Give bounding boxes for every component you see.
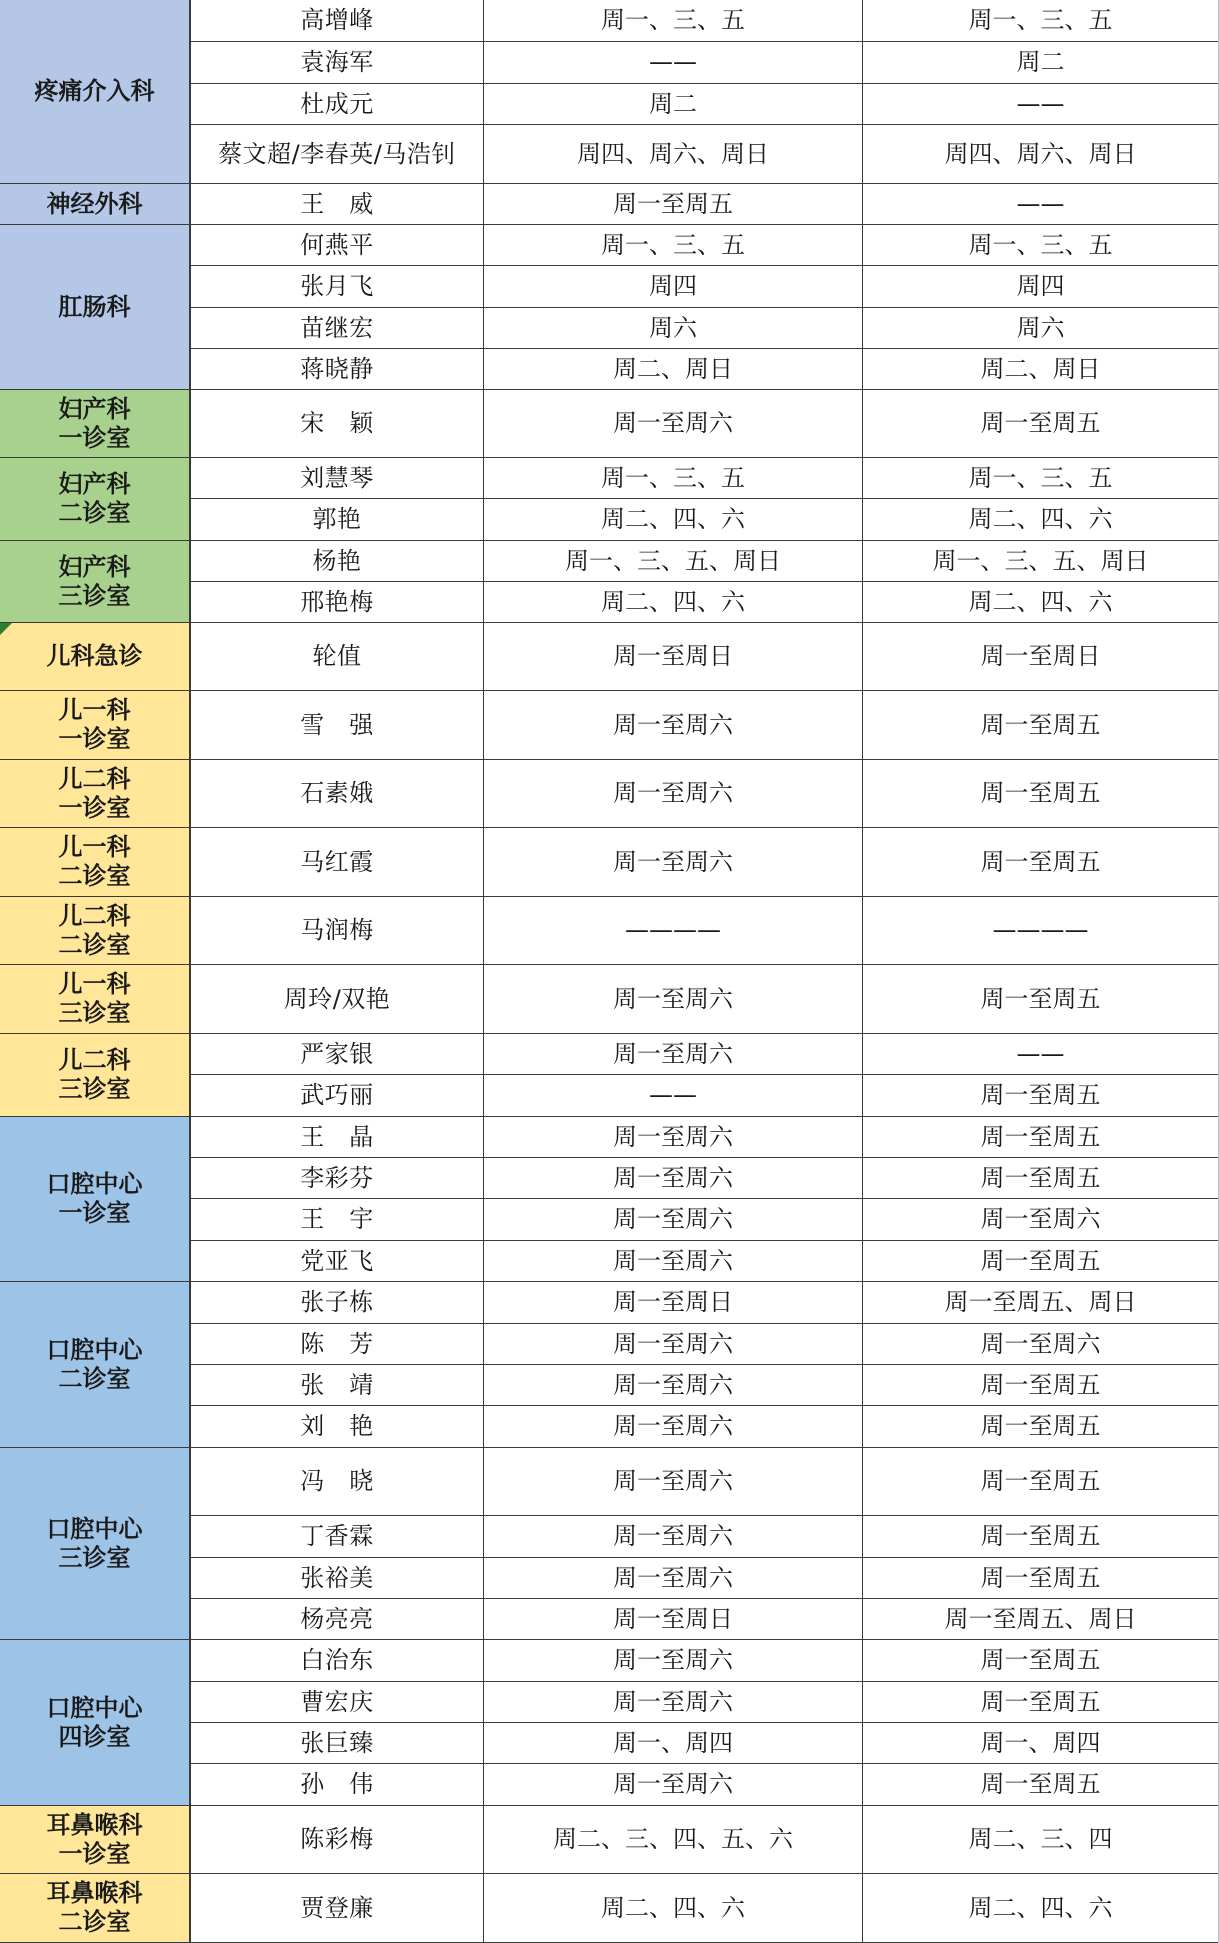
afternoon-schedule-cell[interactable] xyxy=(863,1516,1219,1558)
doctor-name-text: 张子栋 xyxy=(300,1288,374,1316)
morning-schedule-cell[interactable] xyxy=(484,1324,863,1365)
afternoon-schedule-text: 周一至周五、周日 xyxy=(944,1288,1137,1316)
morning-schedule-text: 周二、周日 xyxy=(613,354,733,383)
doctor-name-cell[interactable] xyxy=(191,1764,484,1806)
morning-schedule-cell[interactable] xyxy=(484,1241,863,1282)
morning-schedule-cell[interactable] xyxy=(484,1874,863,1943)
morning-schedule-cell[interactable] xyxy=(484,1406,863,1448)
morning-schedule-cell[interactable] xyxy=(484,1764,863,1806)
morning-schedule-cell[interactable] xyxy=(484,1075,863,1117)
afternoon-schedule-text: 周四、周六、周日 xyxy=(944,139,1137,168)
afternoon-schedule-cell[interactable] xyxy=(863,1806,1219,1874)
department-cell[interactable] xyxy=(0,1282,191,1448)
afternoon-schedule-cell[interactable] xyxy=(863,828,1219,897)
doctor-name-cell[interactable] xyxy=(191,1640,484,1682)
doctor-name-cell[interactable] xyxy=(191,308,484,349)
afternoon-schedule-text: 周一至周日 xyxy=(980,642,1101,670)
morning-schedule-text: 周一至周六 xyxy=(613,1329,733,1358)
morning-schedule-cell[interactable] xyxy=(484,541,863,582)
afternoon-schedule-text: 周一至周六 xyxy=(980,1205,1101,1233)
afternoon-schedule-cell[interactable] xyxy=(863,84,1219,125)
doctor-name-cell[interactable] xyxy=(191,897,484,965)
morning-schedule-text: 周六 xyxy=(649,313,697,342)
afternoon-schedule-cell[interactable] xyxy=(863,42,1219,84)
morning-schedule-text: 周一至周六 xyxy=(613,1522,733,1550)
afternoon-schedule-cell[interactable] xyxy=(863,691,1219,760)
morning-schedule-text: 周二、四、六 xyxy=(601,587,745,616)
afternoon-schedule-cell[interactable] xyxy=(863,1158,1219,1199)
doctor-name-cell[interactable] xyxy=(191,1199,484,1241)
doctor-name-text: 陈彩梅 xyxy=(300,1825,374,1853)
morning-schedule-cell[interactable] xyxy=(484,390,863,458)
doctor-name-cell[interactable] xyxy=(191,1874,484,1943)
morning-schedule-cell[interactable] xyxy=(484,84,863,125)
doctor-name-cell[interactable] xyxy=(191,1117,484,1158)
morning-schedule-cell[interactable] xyxy=(484,458,863,499)
morning-schedule-cell[interactable] xyxy=(484,184,863,225)
department-cell[interactable] xyxy=(0,1806,191,1874)
department-label: 儿一科 三诊室 xyxy=(58,970,131,1027)
doctor-name-cell[interactable] xyxy=(191,42,484,84)
afternoon-schedule-cell[interactable] xyxy=(863,225,1219,266)
afternoon-schedule-text: 周六 xyxy=(1016,313,1065,342)
doctor-name-text: 蒋晓静 xyxy=(300,354,374,383)
doctor-name-text: 何燕平 xyxy=(300,230,374,259)
doctor-name-text: 马润梅 xyxy=(300,916,374,944)
afternoon-schedule-cell[interactable] xyxy=(863,1282,1219,1324)
morning-schedule-text: 周一、三、五 xyxy=(601,463,745,492)
afternoon-schedule-text: 周一至周六 xyxy=(980,1329,1101,1358)
doctor-name-text: 刘 艳 xyxy=(300,1412,374,1440)
doctor-name-cell[interactable] xyxy=(191,499,484,541)
department-label: 口腔中心 三诊室 xyxy=(46,1514,143,1572)
doctor-name-cell[interactable] xyxy=(191,390,484,458)
afternoon-schedule-cell[interactable] xyxy=(863,1874,1219,1943)
doctor-name-cell[interactable] xyxy=(191,691,484,760)
department-label: 口腔中心 二诊室 xyxy=(46,1335,143,1393)
morning-schedule-cell[interactable] xyxy=(484,1723,863,1764)
doctor-name-text: 杨艳 xyxy=(312,546,362,575)
department-label: 口腔中心 四诊室 xyxy=(46,1693,143,1751)
afternoon-schedule-text: —— xyxy=(1016,1039,1065,1068)
morning-schedule-cell[interactable] xyxy=(484,691,863,760)
doctor-name-text: 王 晶 xyxy=(300,1122,374,1151)
afternoon-schedule-text: 周一至周五 xyxy=(980,847,1101,876)
afternoon-schedule-text: 周一、三、五、周日 xyxy=(932,546,1149,575)
doctor-name-text: 白治东 xyxy=(300,1646,374,1674)
doctor-name-text: 冯 晓 xyxy=(300,1467,374,1495)
doctor-name-text: 陈 芳 xyxy=(300,1329,374,1358)
afternoon-schedule-cell[interactable] xyxy=(863,0,1219,42)
department-label: 神经外科 xyxy=(46,189,143,218)
morning-schedule-cell[interactable] xyxy=(484,1199,863,1241)
morning-schedule-text: 周一至周六 xyxy=(613,984,733,1013)
morning-schedule-cell[interactable] xyxy=(484,897,863,965)
morning-schedule-text: 周一、三、五 xyxy=(601,6,745,34)
afternoon-schedule-text: 周一、三、五 xyxy=(968,463,1113,492)
afternoon-schedule-cell[interactable] xyxy=(863,1241,1219,1282)
doctor-name-text: 李彩芬 xyxy=(300,1163,374,1192)
afternoon-schedule-text: 周一、三、五 xyxy=(968,6,1113,34)
afternoon-schedule-text: 周一至周五 xyxy=(980,1687,1101,1716)
afternoon-schedule-text: —— xyxy=(1016,89,1065,118)
afternoon-schedule-text: 周二、三、四 xyxy=(968,1825,1113,1853)
afternoon-schedule-cell[interactable] xyxy=(863,266,1219,308)
morning-schedule-cell[interactable] xyxy=(484,499,863,541)
morning-schedule-cell[interactable] xyxy=(484,1282,863,1324)
morning-schedule-text: 周四、周六、周日 xyxy=(577,139,769,168)
department-label: 妇产科 二诊室 xyxy=(58,470,131,527)
morning-schedule-text: 周二、四、六 xyxy=(601,1893,745,1922)
afternoon-schedule-cell[interactable] xyxy=(863,458,1219,499)
afternoon-schedule-cell[interactable] xyxy=(863,1406,1219,1448)
morning-schedule-cell[interactable] xyxy=(484,0,863,42)
morning-schedule-text: 周一至周六 xyxy=(613,710,733,739)
department-cell[interactable] xyxy=(0,0,191,184)
doctor-name-cell[interactable] xyxy=(191,828,484,897)
doctor-name-cell[interactable] xyxy=(191,1406,484,1448)
doctor-name-cell[interactable] xyxy=(191,266,484,308)
doctor-name-text: 邢艳梅 xyxy=(300,587,374,616)
morning-schedule-cell[interactable] xyxy=(484,266,863,308)
department-cell[interactable] xyxy=(0,691,191,760)
afternoon-schedule-cell[interactable] xyxy=(863,965,1219,1034)
morning-schedule-cell[interactable] xyxy=(484,965,863,1034)
doctor-name-text: 张裕美 xyxy=(300,1563,374,1592)
doctor-name-cell[interactable] xyxy=(191,184,484,225)
morning-schedule-text: 周一至周六 xyxy=(613,1646,733,1674)
morning-schedule-text: 周一、三、五 xyxy=(601,230,745,259)
doctor-name-cell[interactable] xyxy=(191,0,484,42)
afternoon-schedule-cell[interactable] xyxy=(863,184,1219,225)
doctor-name-cell[interactable] xyxy=(191,1448,484,1516)
doctor-name-text: 马红霞 xyxy=(300,847,374,876)
afternoon-schedule-cell[interactable] xyxy=(863,1599,1219,1640)
morning-schedule-cell[interactable] xyxy=(484,828,863,897)
doctor-name-text: 石素娥 xyxy=(300,779,374,807)
afternoon-schedule-text: 周一至周五 xyxy=(980,1412,1101,1440)
morning-schedule-text: 周一至周日 xyxy=(613,642,733,670)
department-cell[interactable] xyxy=(0,390,191,458)
department-cell[interactable] xyxy=(0,897,191,965)
afternoon-schedule-cell[interactable] xyxy=(863,897,1219,965)
department-cell[interactable] xyxy=(0,623,191,691)
morning-schedule-cell[interactable] xyxy=(484,1448,863,1516)
department-cell[interactable] xyxy=(0,1448,191,1640)
morning-schedule-text: 周二 xyxy=(649,89,697,118)
morning-schedule-cell[interactable] xyxy=(484,1558,863,1599)
doctor-name-text: 雪 强 xyxy=(300,710,374,739)
afternoon-schedule-cell[interactable] xyxy=(863,760,1219,828)
morning-schedule-text: 周一至周五 xyxy=(613,189,733,218)
morning-schedule-text: 周一至周六 xyxy=(613,1122,733,1151)
doctor-name-text: 张月飞 xyxy=(300,272,374,300)
morning-schedule-cell[interactable] xyxy=(484,623,863,691)
afternoon-schedule-text: 周二、周日 xyxy=(980,354,1101,383)
afternoon-schedule-cell[interactable] xyxy=(863,349,1219,390)
department-label: 肛肠科 xyxy=(58,292,131,321)
department-cell[interactable] xyxy=(0,965,191,1034)
department-label: 儿一科 二诊室 xyxy=(58,833,131,890)
doctor-name-text: 贾登廉 xyxy=(300,1893,374,1922)
morning-schedule-cell[interactable] xyxy=(484,225,863,266)
doctor-name-cell[interactable] xyxy=(191,1075,484,1117)
afternoon-schedule-cell[interactable] xyxy=(863,582,1219,623)
morning-schedule-text: 周一至周六 xyxy=(613,779,733,807)
afternoon-schedule-text: 周一至周五 xyxy=(980,1163,1101,1192)
department-cell[interactable] xyxy=(0,1117,191,1282)
morning-schedule-text: 周一至周六 xyxy=(613,409,733,437)
morning-schedule-cell[interactable] xyxy=(484,1158,863,1199)
doctor-name-cell[interactable] xyxy=(191,1241,484,1282)
morning-schedule-cell[interactable] xyxy=(484,349,863,390)
afternoon-schedule-text: 周二、四、六 xyxy=(968,587,1113,616)
morning-schedule-text: 周一至周六 xyxy=(613,1163,733,1192)
department-label: 儿二科 一诊室 xyxy=(58,764,131,822)
morning-schedule-text: 周一至周六 xyxy=(613,847,733,876)
doctor-name-cell[interactable] xyxy=(191,84,484,125)
morning-schedule-text: 周一、三、五、周日 xyxy=(565,546,781,575)
morning-schedule-text: —— xyxy=(649,48,697,76)
afternoon-schedule-cell[interactable] xyxy=(863,1764,1219,1806)
afternoon-schedule-text: 周一至周五 xyxy=(980,779,1101,807)
afternoon-schedule-text: 周四 xyxy=(1016,272,1065,300)
doctor-name-text: 张 靖 xyxy=(300,1370,374,1399)
afternoon-schedule-cell[interactable] xyxy=(863,1075,1219,1117)
department-cell[interactable] xyxy=(0,458,191,541)
morning-schedule-cell[interactable] xyxy=(484,760,863,828)
afternoon-schedule-cell[interactable] xyxy=(863,1117,1219,1158)
morning-schedule-text: —— xyxy=(649,1081,697,1109)
morning-schedule-text: 周一至周六 xyxy=(613,1039,733,1068)
doctor-name-cell[interactable] xyxy=(191,1282,484,1324)
doctor-name-cell[interactable] xyxy=(191,225,484,266)
afternoon-schedule-text: 周一至周五 xyxy=(980,1563,1101,1592)
morning-schedule-cell[interactable] xyxy=(484,308,863,349)
afternoon-schedule-text: 周一至周五 xyxy=(980,1770,1101,1798)
afternoon-schedule-text: 周一至周五 xyxy=(980,984,1101,1013)
department-label: 妇产科 一诊室 xyxy=(58,394,131,452)
doctor-name-text: 张巨臻 xyxy=(300,1728,374,1757)
morning-schedule-text: 周一至周六 xyxy=(613,1412,733,1440)
doctor-name-cell[interactable] xyxy=(191,125,484,184)
morning-schedule-text: ———— xyxy=(625,916,721,944)
department-cell[interactable] xyxy=(0,760,191,828)
afternoon-schedule-text: 周一至周五 xyxy=(980,1122,1101,1151)
doctor-name-cell[interactable] xyxy=(191,623,484,691)
doctor-name-text: 周玲/双艳 xyxy=(283,984,391,1013)
department-cell[interactable] xyxy=(0,1640,191,1806)
afternoon-schedule-cell[interactable] xyxy=(863,1324,1219,1365)
doctor-name-text: 杜成元 xyxy=(300,89,374,118)
doctor-name-text: 孙 伟 xyxy=(300,1770,374,1798)
morning-schedule-cell[interactable] xyxy=(484,582,863,623)
afternoon-schedule-text: —— xyxy=(1016,189,1065,218)
department-cell[interactable] xyxy=(0,1874,191,1943)
doctor-name-text: 郭艳 xyxy=(312,505,362,533)
department-label: 妇产科 三诊室 xyxy=(58,552,131,610)
doctor-name-cell[interactable] xyxy=(191,1599,484,1640)
doctor-name-text: 苗继宏 xyxy=(300,313,374,342)
doctor-name-text: 刘慧琴 xyxy=(300,463,374,492)
doctor-name-cell[interactable] xyxy=(191,1516,484,1558)
doctor-name-text: 蔡文超/李春英/马浩钊 xyxy=(218,139,456,168)
afternoon-schedule-cell[interactable] xyxy=(863,1034,1219,1075)
afternoon-schedule-cell[interactable] xyxy=(863,1640,1219,1682)
afternoon-schedule-cell[interactable] xyxy=(863,1448,1219,1516)
afternoon-schedule-text: 周二 xyxy=(1016,48,1065,76)
doctor-name-text: 丁香霖 xyxy=(300,1522,374,1550)
department-cell[interactable] xyxy=(0,541,191,623)
doctor-name-cell[interactable] xyxy=(191,1682,484,1723)
doctor-name-text: 高增峰 xyxy=(300,6,374,34)
doctor-name-text: 武巧丽 xyxy=(300,1081,374,1109)
afternoon-schedule-text: 周一至周五 xyxy=(980,409,1101,437)
morning-schedule-text: 周二、四、六 xyxy=(601,505,745,533)
afternoon-schedule-text: 周一、周四 xyxy=(980,1728,1101,1757)
morning-schedule-cell[interactable] xyxy=(484,42,863,84)
doctor-name-text: 杨亮亮 xyxy=(300,1604,374,1633)
morning-schedule-text: 周一至周六 xyxy=(613,1687,733,1716)
morning-schedule-cell[interactable] xyxy=(484,1117,863,1158)
afternoon-schedule-cell[interactable] xyxy=(863,499,1219,541)
afternoon-schedule-cell[interactable] xyxy=(863,541,1219,582)
afternoon-schedule-text: 周一、三、五 xyxy=(968,230,1113,259)
doctor-name-text: 袁海军 xyxy=(300,48,374,76)
department-label: 儿一科 一诊室 xyxy=(58,696,131,753)
afternoon-schedule-cell[interactable] xyxy=(863,1365,1219,1406)
doctor-name-text: 宋 颖 xyxy=(300,409,374,437)
morning-schedule-cell[interactable] xyxy=(484,1599,863,1640)
doctor-name-cell[interactable] xyxy=(191,1365,484,1406)
afternoon-schedule-text: 周一至周五 xyxy=(980,1370,1101,1399)
morning-schedule-cell[interactable] xyxy=(484,1640,863,1682)
doctor-name-text: 严家银 xyxy=(300,1039,374,1068)
department-label: 儿二科 三诊室 xyxy=(58,1046,131,1103)
department-label: 儿二科 二诊室 xyxy=(58,901,131,959)
doctor-name-cell[interactable] xyxy=(191,760,484,828)
morning-schedule-text: 周一至周六 xyxy=(613,1770,733,1798)
morning-schedule-cell[interactable] xyxy=(484,1516,863,1558)
doctor-name-cell[interactable] xyxy=(191,458,484,499)
department-cell[interactable] xyxy=(0,184,191,225)
afternoon-schedule-text: 周一至周五 xyxy=(980,710,1101,739)
doctor-name-cell[interactable] xyxy=(191,349,484,390)
morning-schedule-cell[interactable] xyxy=(484,1034,863,1075)
doctor-name-cell[interactable] xyxy=(191,1806,484,1874)
doctor-name-cell[interactable] xyxy=(191,1723,484,1764)
doctor-name-cell[interactable] xyxy=(191,1324,484,1365)
department-cell[interactable] xyxy=(0,828,191,897)
afternoon-schedule-cell[interactable] xyxy=(863,1682,1219,1723)
morning-schedule-text: 周二、三、四、五、六 xyxy=(553,1825,793,1853)
afternoon-schedule-text: 周一至周五、周日 xyxy=(944,1604,1137,1633)
morning-schedule-text: 周一至周日 xyxy=(613,1288,733,1316)
department-label: 疼痛介入科 xyxy=(34,77,155,105)
doctor-name-text: 王 威 xyxy=(300,189,374,218)
doctor-name-cell[interactable] xyxy=(191,582,484,623)
morning-schedule-cell[interactable] xyxy=(484,1682,863,1723)
morning-schedule-cell[interactable] xyxy=(484,1365,863,1406)
afternoon-schedule-text: 周二、四、六 xyxy=(968,505,1113,533)
doctor-name-text: 轮值 xyxy=(312,642,362,670)
afternoon-schedule-text: 周一至周五 xyxy=(980,1522,1101,1550)
morning-schedule-text: 周一、周四 xyxy=(613,1728,733,1757)
afternoon-schedule-cell[interactable] xyxy=(863,1199,1219,1241)
doctor-name-text: 王 宇 xyxy=(300,1205,374,1233)
doctor-name-cell[interactable] xyxy=(191,541,484,582)
department-cell[interactable] xyxy=(0,225,191,390)
afternoon-schedule-cell[interactable] xyxy=(863,308,1219,349)
afternoon-schedule-text: ———— xyxy=(992,916,1089,944)
doctor-name-cell[interactable] xyxy=(191,1158,484,1199)
doctor-name-cell[interactable] xyxy=(191,1558,484,1599)
doctor-name-cell[interactable] xyxy=(191,1034,484,1075)
department-label: 儿科急诊 xyxy=(46,642,143,670)
morning-schedule-text: 周一至周六 xyxy=(613,1205,733,1233)
afternoon-schedule-text: 周一至周五 xyxy=(980,1646,1101,1674)
afternoon-schedule-cell[interactable] xyxy=(863,623,1219,691)
morning-schedule-cell[interactable] xyxy=(484,125,863,184)
morning-schedule-text: 周一至周六 xyxy=(613,1563,733,1592)
morning-schedule-text: 周一至周日 xyxy=(613,1604,733,1633)
afternoon-schedule-cell[interactable] xyxy=(863,1558,1219,1599)
afternoon-schedule-text: 周一至周五 xyxy=(980,1467,1101,1495)
afternoon-schedule-text: 周一至周五 xyxy=(980,1246,1101,1275)
morning-schedule-cell[interactable] xyxy=(484,1806,863,1874)
doctor-name-cell[interactable] xyxy=(191,965,484,1034)
comment-indicator-icon xyxy=(0,623,12,635)
department-label: 耳鼻喉科 二诊室 xyxy=(46,1879,143,1936)
doctor-name-text: 曹宏庆 xyxy=(300,1687,374,1716)
department-cell[interactable] xyxy=(0,1034,191,1117)
department-label: 耳鼻喉科 一诊室 xyxy=(46,1810,143,1868)
afternoon-schedule-cell[interactable] xyxy=(863,390,1219,458)
department-label: 口腔中心 一诊室 xyxy=(46,1170,143,1227)
morning-schedule-text: 周一至周六 xyxy=(613,1467,733,1495)
doctor-name-text: 党亚飞 xyxy=(300,1246,374,1275)
morning-schedule-text: 周四 xyxy=(649,272,697,300)
afternoon-schedule-text: 周一至周五 xyxy=(980,1081,1101,1109)
afternoon-schedule-cell[interactable] xyxy=(863,125,1219,184)
afternoon-schedule-text: 周二、四、六 xyxy=(968,1893,1113,1922)
morning-schedule-text: 周一至周六 xyxy=(613,1370,733,1399)
morning-schedule-text: 周一至周六 xyxy=(613,1246,733,1275)
afternoon-schedule-cell[interactable] xyxy=(863,1723,1219,1764)
